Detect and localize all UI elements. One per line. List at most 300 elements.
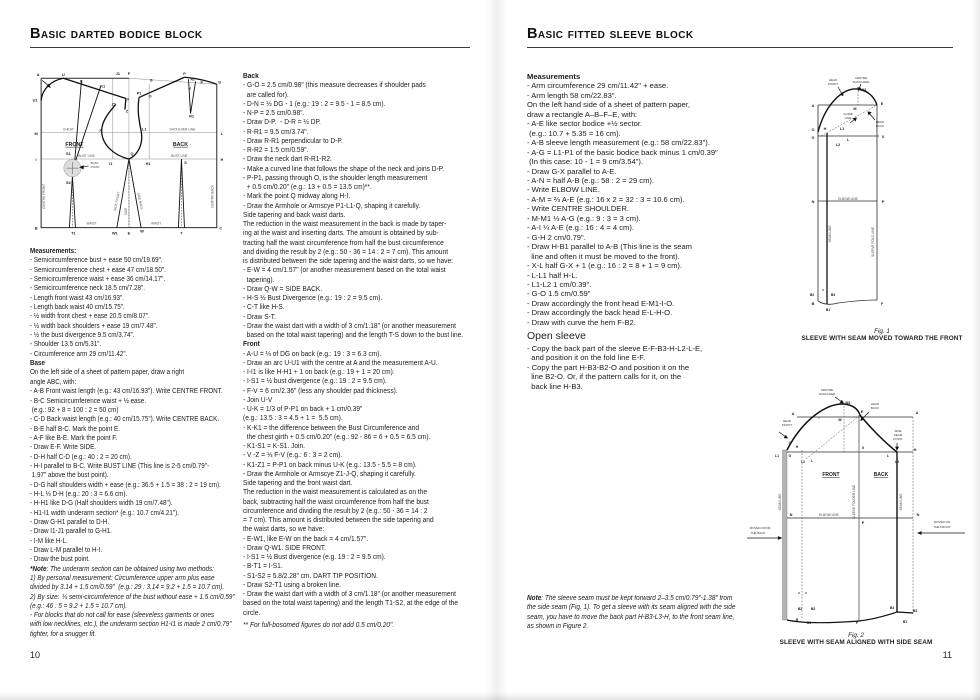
diagram-label: N (789, 513, 793, 517)
text-line: - P-P1, passing through O, is the shoulder length measurement (243, 174, 428, 182)
text-line: back, subtracting half the waist circumference from half the bust (243, 498, 429, 506)
text-line: - Draw Q-W1. SIDE FRONT. (243, 544, 326, 552)
text-line: 2) By size: ⅕ semi-circumference of the bust without ease + 1.5 cm/0.59" (30, 593, 235, 601)
text-line: - K1-Z1 = P-P1 on back minus U-K (e.g.: 13.5 - 5.5 = 8 cm). (243, 461, 417, 469)
diagram-label: K (80, 79, 83, 84)
diagram-label: HEAD (782, 419, 792, 423)
note-lead: *Note (30, 565, 47, 573)
diagram-label: MOVED FROM (749, 526, 771, 530)
text-line: the waist darts, so we have: (243, 526, 325, 534)
diagram-label: K1 (100, 84, 106, 89)
diagram-label: A (811, 104, 815, 108)
diagram-label: E (127, 231, 131, 236)
diagram-label: G (149, 78, 153, 83)
page-edge-right (972, 0, 980, 700)
diagram-label: 2 (798, 591, 800, 595)
diagram-label: A (36, 73, 40, 78)
bodice-labels (33, 72, 224, 236)
diagram-label: H1 (145, 162, 151, 167)
text-line: - A-U = ⅓ of DG on back (e.g.: 19 : 3 = 6.3 cm). (243, 350, 382, 358)
text-line: tapering). (243, 276, 275, 284)
diagram-label: SIDE (894, 429, 902, 433)
text-line: - H-L ⅓ D-H (e.g.: 20 : 3 = 6.6 cm). (30, 490, 128, 498)
fig2-caption-text: SLEEVE WITH SEAM ALIGNED WITH SIDE SEAM (779, 639, 933, 646)
text-line: = 7 cm). This amount is distributed between the side tapering and (243, 517, 434, 524)
diagram-label: O (148, 94, 152, 99)
fig1-arrows (838, 84, 875, 123)
text-line: - R-R1 = 9.5 cm/3.74". (243, 128, 309, 136)
measurements-list (30, 256, 237, 359)
sleeve-note-first-line: : The sleeve seam must be kept forward 2–3.5 cm/0.79"-1.38" from (541, 595, 733, 602)
text-line: - Write ELBOW LINE. (527, 185, 600, 195)
text-line: - A-M = ⅔ A-E (e.g.: 16 x 2 = 32 : 3 = 10.6 cm). (527, 194, 685, 204)
text-line: The reduction in the waist measurement in the back is made by taper- (243, 221, 447, 228)
diagram-label: POINT (893, 437, 903, 441)
text-line: seam, you have to move the back part H-B3-L3-H, to the front seam line, (527, 613, 735, 621)
diagram-label: FRONT (827, 82, 839, 86)
text-line: tracting half the waist circumference from half the bust circumference (243, 239, 444, 247)
text-line: - C-T like H-S. (243, 304, 285, 312)
diagram-label: BACK (873, 472, 889, 478)
text-line: - K-K1 = the difference between the Bust Circumference and (243, 424, 420, 432)
text-line: - Draw D-P. - D-R = ½ DP. (243, 119, 321, 127)
text-line: - Semicircumference neck 18.5 cm/7.28". (30, 285, 145, 293)
text-line: - Draw S-T. (243, 313, 276, 321)
text-line: - Draw the bust point. (30, 556, 90, 564)
bodice-block-diagram (28, 70, 240, 246)
text-line: - G-H 2 cm/0.79". (527, 232, 586, 242)
text-line: angle ABC, with: (30, 378, 77, 386)
fig1-caption (798, 328, 966, 342)
text-line: - Mark the point Q midway along H-I. (243, 193, 351, 201)
text-line: - H-I parallel to B-C. Write BUST LINE (This line is 2-5 cm/0.79"- (30, 462, 210, 470)
page-title-left: Basic darted bodice block (30, 26, 203, 42)
diagram-label: M (34, 131, 38, 136)
text-line: - Draw G-X parallel to A-E. (527, 166, 617, 176)
diagram-label: F (880, 302, 884, 306)
note-lines (30, 574, 237, 639)
diagram-label: W (140, 229, 144, 234)
diagram-label: FRONT (781, 423, 793, 427)
page-title-right: Basic fitted sleeve block (527, 26, 694, 42)
front-heading: Front (243, 341, 260, 349)
diagram-label: E (860, 410, 864, 414)
fig1-labels (810, 76, 885, 312)
text-line: line B2-O. Or, if the pattern calls for it, on the (527, 372, 682, 382)
diagram-label: ELBOW LINE (838, 197, 858, 201)
fig1-sleeve-diagram (798, 74, 966, 326)
text-line: - Draw L-M parallel to H-I. (30, 547, 103, 554)
text-line: - N-P = 2.5 cm/0.98". (243, 110, 305, 117)
diagram-label: H (913, 448, 917, 452)
diagram-label: B1 (825, 308, 831, 312)
diagram-label: SHOULDER LINE (169, 127, 196, 132)
text-line: are called for). (243, 91, 289, 99)
text-line: - Length back waist 40 cm/15.75". (30, 304, 125, 312)
text-line: - B-E half B-C. Mark the point E. (30, 425, 120, 433)
diagram-label: L1 (775, 454, 779, 458)
text-line: - E-W = 4 cm/1.57" (or another measurement based on the total waist (243, 267, 446, 275)
diagram-label: B1 (902, 620, 908, 624)
page-number-right: 11 (942, 650, 952, 660)
diagram-label: I1 (109, 162, 113, 167)
text-line: - A-G = L1-P1 of the basic bodice back minus 1 cm/0.39" (527, 147, 718, 157)
text-line: - Draw with curve the hem F-B2. (527, 317, 636, 327)
diagram-label: THE BACK (750, 531, 766, 535)
text-line: - Write CENTRE SHOULDER. (527, 204, 629, 214)
text-line: - L-L1 half H-L. (527, 270, 578, 280)
diagram-label: J (98, 128, 101, 133)
text-line: - Draw E-F. Write SIDE. (30, 444, 97, 452)
text-line: - A-I ¼ A-E (e.g.: 16 : 4 = 4 cm). (527, 223, 634, 233)
text-line: tighter, for a snugger fit. (30, 630, 97, 638)
diagram-label: BACK (875, 124, 885, 128)
text-line: - Semicircumference bust + ease 50 cm/19.69". (30, 257, 163, 265)
text-line: - F-V = 6 cm/2.36" (less any shoulder pad thickness). (243, 387, 398, 395)
text-line: - A-E like sector bodice +½ sector. (527, 119, 643, 129)
text-line: draw a rectangle A–B–F–E, with: (527, 109, 638, 119)
text-line: - E-W1, like E-W on the back = 4 cm/1.57". (243, 535, 369, 543)
text-line: - G-O 1.5 cm/0.59" (527, 289, 591, 299)
sleeve-note-lead: Note (527, 595, 542, 602)
diagram-label: SEAM LINE (828, 225, 832, 243)
text-line: - A-F like B-E. Mark the point F. (30, 434, 118, 442)
diagram-label: T1 (71, 231, 76, 236)
text-line: - Semicircumference waist + ease 36 cm/14.17". (30, 276, 166, 284)
text-line: is distributed between the side tapering and the waist darts, so we have: (243, 258, 453, 265)
diagram-label: Q (130, 151, 134, 156)
text-line: - Draw I1-J1 parallel to G-H1. (30, 528, 112, 536)
text-line: - D-N = ½ DG - 1 (e.g.: 19 : 2 = 9.5 - 1 = 8.5 cm). (243, 100, 386, 108)
diagram-label: FRONT (822, 472, 840, 478)
diagram-label: Z (125, 109, 129, 114)
diagram-label: S2 (66, 181, 71, 186)
diagram-label: B2 (809, 293, 815, 297)
text-line: - I-M like H-L. (30, 537, 68, 545)
diagram-label: P (183, 72, 186, 77)
text-line: 1.97" above the bust point). (30, 472, 109, 480)
text-line: - B-T1 = I-S1. (243, 563, 283, 571)
diagram-label: CHEST (62, 127, 74, 132)
diagram-label: X (861, 446, 865, 450)
open-sleeve-heading: Open sleeve (527, 330, 586, 343)
fig2-number: Fig. 2 (848, 632, 864, 639)
text-line: back line H-B3. (527, 381, 583, 391)
diagram-label: D (218, 80, 222, 85)
text-line: - Draw Q-W = SIDE BACK. (243, 285, 323, 293)
diagram-label: SHOULDER (818, 392, 836, 396)
text-line: (In this case: 10 - 1 = 9 cm/3.54"). (527, 157, 644, 167)
diagram-label: SIDE BACK (136, 192, 144, 211)
text-line: - Shoulder 13.5 cm/5.31". (30, 341, 102, 349)
diagram-label: HEAD (875, 120, 885, 124)
text-line: + 0.5 cm/0.20" (e.g.: 13 + 0.5 = 13.5 cm)**. (243, 184, 372, 191)
fig2-caption (745, 632, 967, 646)
diagram-label: H (220, 158, 224, 163)
text-line: - C-D Back waist length (e.g.: 40 cm/15.75"). Write CENTRE BACK. (30, 416, 220, 424)
text-line: - Circumference arm 29 cm/11.42". (30, 350, 128, 358)
text-line: - Draw accordingly the back head E-L-H-O. (527, 308, 673, 318)
diagram-label: BACK (172, 141, 189, 148)
text-line: ing at the waist and inserting darts. The amount is obtained by sub- (243, 230, 439, 238)
text-line: - Draw the waist dart with a width of 3 cm/1.18" (or another measurement (243, 322, 456, 330)
diagram-label: P (881, 200, 885, 204)
diagram-label: SLEEVE FOLD LINE (871, 227, 875, 257)
diagram-label: LINE (844, 116, 852, 120)
fig1-number: Fig. 1 (874, 328, 890, 335)
diagram-label: G (811, 136, 815, 140)
diagram-label: A (791, 412, 795, 416)
diagram-label: B3 (810, 607, 816, 611)
fig2-labels (750, 388, 951, 625)
text-line: - M-M1 ⅓ A-G (e.g.: 9 : 3 = 3 cm). (527, 213, 641, 223)
text-line: - I-S1 = ½ bust divergence (e.g.: 19 : 2 = 9.5 cm). (243, 378, 387, 386)
text-line: - Draw accordingly the front head E-M1-I-O. (527, 298, 675, 308)
text-line: divided by 3.14 + 1.5 cm/0.59" (e.g.: 29 : 3.14 = 9.2 + 1.5 = 10.7 cm). (30, 584, 225, 592)
diagram-label: C (219, 226, 223, 231)
diagram-label: N (811, 200, 815, 204)
text-line: - Draw S2-T1 using a broken line. (243, 581, 342, 589)
diagram-label: R1 (189, 114, 194, 119)
diagram-label: L2 (801, 460, 805, 464)
text-line: based on the total waist tapering) and the length T-S down to the bust line. (243, 332, 464, 339)
diagram-label: SEAM LINE (899, 493, 903, 511)
diagram-label: L (886, 454, 890, 458)
diagram-label: T (180, 231, 183, 236)
text-line: and position it on the fold line E-F. (527, 353, 646, 363)
text-line: (e.g.: 46 : 5 = 9.2 + 1.5 = 10.7 cm). (30, 602, 128, 610)
text-line: - Length front waist 43 cm/16.93". (30, 294, 124, 302)
text-line: - For blocks that do not call for ease (sleeveless garments or ones (30, 612, 215, 620)
base-heading: Base (30, 360, 46, 368)
text-line: line and often it must be moved to the front). (527, 251, 680, 261)
text-line: - R-R2 = 1.5 cm/0.59". (243, 147, 309, 154)
sleeve-col (527, 72, 772, 391)
diagram-label: N (916, 513, 920, 517)
diagram-label: L2 (895, 460, 899, 464)
text-line: - Semicircumference chest + ease 47 cm/18.50". (30, 266, 166, 274)
diagram-label: P1 (136, 91, 142, 96)
text-line: circle. (243, 609, 261, 617)
diagram-label: CENTRE (820, 388, 834, 392)
text-line: - V -Z = ⅓ F-V (e.g.: 6 : 3 = 2 cm). (243, 452, 343, 460)
text-line: - B-C Semicircumference waist + ½ ease. (30, 397, 147, 405)
back-heading: Back (243, 73, 259, 80)
diagram-label: E (880, 102, 884, 106)
back-steps (243, 81, 473, 340)
text-line: 1) By personal measurement: Circumference upper arm plus ease (30, 574, 215, 582)
diagram-label: CENTRE FRONT (42, 183, 47, 209)
text-line: On the left hand side of a sheet of pattern paper, (527, 100, 690, 110)
text-line: - H1-I1 width underarm section* (e.g.: 10.7 cm/4.21"). (30, 509, 179, 517)
diagram-label: L (846, 138, 850, 142)
diagram-label: L (810, 459, 814, 463)
text-line: - Draw R-R1 perpendicular to D-P. (243, 137, 343, 145)
text-line: as shown in Figure 2. (527, 622, 589, 630)
text-line: - Draw the Armhole or Armscye P1-L1-Q, shaping it carefully. (243, 202, 421, 210)
diagram-label: B (34, 226, 38, 231)
diagram-label: FRONT (65, 141, 84, 148)
base-steps (30, 368, 237, 564)
diagram-label: SHOULDER (852, 80, 870, 84)
diagram-label: MOVED ON (933, 520, 951, 524)
diagram-label: SIDE (123, 207, 128, 216)
text-line: (e.g.: 10.7 + 5.35 = 16 cm). (527, 128, 621, 138)
title-rule-right (527, 47, 953, 48)
diagram-label: B (811, 302, 815, 306)
text-line: - S1-S2 = 5.8/2.28" cm. DART TIP POSITION. (243, 572, 378, 580)
diagram-label: S (184, 161, 187, 166)
diagram-label: SIDE FRONT (112, 191, 121, 212)
note-first-line: : The underarm section can be obtained using two methods: (46, 565, 214, 573)
fig1-caption-text: SLEEVE WITH SEAM MOVED TOWARD THE FRONT (801, 335, 963, 342)
text-line: - Copy the part H-B3-B2-O and position it on the (527, 362, 690, 372)
text-line: - Draw H-B1 parallel to A-B (This line is the seam (527, 242, 693, 252)
diagram-label: I (35, 158, 37, 163)
diagram-label: M (853, 107, 857, 111)
text-line: - ½ width front chest + ease 20.5 cm/8.07". (30, 313, 150, 321)
title-rule-left (30, 47, 470, 48)
sleeve-note (527, 594, 757, 631)
front-steps (243, 350, 473, 618)
text-line: (e.g.: 92 + 8 = 100 : 2 = 50 cm) (30, 406, 119, 414)
diagram-label: O (811, 128, 815, 132)
diagram-label: L (220, 131, 224, 136)
measurements-heading: Measurements: (30, 248, 77, 255)
text-line: - X-L half G-X + 1 (e.g.: 16 : 2 = 8 + 1 = 9 cm). (527, 261, 683, 271)
diagram-label: B2 (797, 607, 803, 611)
diagram-label: POINT (90, 165, 100, 170)
text-line: - Arm length 58 cm/22.83". (527, 90, 617, 100)
diagram-label: G (788, 454, 792, 458)
text-line: - I-I1 is like H-H1 + 1 on back (e.g.: 19 + 1 = 20 cm). (243, 369, 395, 376)
text-line: - Draw the Armhole or Armscye Z1-J-Q, shaping it carefully. (243, 470, 416, 478)
text-line: - L1-L2 1 cm/0.39". (527, 279, 592, 289)
text-line: Side tapering and back waist darts. (243, 211, 346, 219)
diagram-label: F (127, 72, 131, 77)
text-line: - H-S ½ Bust Divergence (e.g.: 19 : 2 = 9.5 cm). (243, 295, 383, 302)
diagram-label: BUST LINE (171, 153, 188, 158)
text-line: - Make a curved line that follows the shape of the neck and joins D-P. (243, 165, 445, 173)
text-line: - K1-S1 = K-S1. Join. (243, 443, 305, 450)
text-line: - D-G half shoulders width + ease (e.g.: 36.5 + 1.5 = 38 : 2 = 19 cm). (30, 481, 221, 489)
fig2-sleeve-head (787, 404, 897, 452)
diagram-label: Z1 (111, 102, 117, 107)
diagram-label: X (881, 135, 885, 139)
text-line: - I-S1 = ½ Bust divergence (e.g. 19 : 2 = 9.5 cm). (243, 554, 386, 561)
diagram-label: H (795, 445, 799, 449)
diagram-label: 2 (822, 288, 824, 292)
page-number-left: 10 (30, 650, 41, 660)
text-line: - U-K = 1/3 of P-P1 on back + 1 cm/0.39" (243, 406, 363, 413)
diagram-label: R (200, 80, 203, 85)
diagram-label: BACK (870, 406, 880, 410)
page-gutter (486, 0, 508, 700)
diagram-label: P (861, 521, 865, 525)
diagram-label: I (818, 416, 820, 420)
text-line: - G-O = 2.5 cm/0.98" (this measure decreases if shoulder pads (243, 82, 426, 90)
diagram-label: O (788, 441, 792, 445)
diagram-label: CENTRE BACK (210, 184, 215, 208)
diagram-label: L2 (835, 143, 841, 147)
diagram-label: 2 (805, 591, 807, 595)
page-edge-bottom (0, 692, 980, 700)
bodice-footnote: ** For full-bosomed figures do not add 0.5 cm/0.20". (243, 621, 395, 629)
diagram-label: M1 (861, 88, 867, 92)
diagram-label: N (188, 86, 191, 91)
diagram-label: L1 (141, 127, 147, 132)
text-line: circumference and dividing the result by 2 (e.g.: 50 - 36 = 14 : 2 (243, 507, 428, 515)
fig1-sleeve-head (818, 89, 877, 132)
open-sleeve-steps (527, 344, 772, 391)
text-line: - Draw the neck dart R-R1-R2. (243, 156, 332, 164)
text-line: - H-H1 like D-G (Half shoulders width 19 cm/7.48"). (30, 500, 173, 508)
diagram-label: CENTRE (854, 76, 868, 80)
diagram-label: M1 (845, 401, 851, 405)
text-line: - D-H half C-D (e.g.: 40 : 2 = 20 cm). (30, 453, 132, 461)
diagram-label: B3 (830, 293, 836, 297)
diagram-label: SLEEVE FOLDER LINE (852, 484, 856, 520)
text-line: - A-B Front waist length (e.g.: 43 cm/16.93"). Write CENTRE FRONT. (30, 388, 223, 396)
diagram-label: SEAM LINE (778, 493, 782, 511)
diagram-label: W1 (111, 231, 118, 236)
text-line: - A-N = half A-B (e.g.: 58 : 2 = 29 cm). (527, 175, 655, 185)
diagram-label: H (823, 127, 827, 131)
bodice-col2 (243, 72, 473, 630)
fig2-moved-seam-band (783, 450, 788, 620)
diagram-label: HEAD (828, 78, 838, 82)
bodice-col1 (30, 247, 237, 639)
text-line: with low necklines, etc.), the underarm section H1-I1 is made 2 cm/0.79" (30, 621, 232, 629)
diagram-label: ELBOW LINE (819, 513, 839, 517)
diagram-label: GUIDE (843, 112, 853, 116)
diagram-label: J1 (115, 72, 120, 77)
diagram-label: B3 (912, 609, 918, 613)
diagram-label: HEAD (870, 402, 880, 406)
text-line: and dividing the result by 2 (e.g.: 50 - 36 = 14 : 2 = 7 cm). This amount (243, 248, 449, 256)
diagram-label: B (795, 618, 799, 622)
diagram-label: V (126, 97, 130, 102)
text-line: - Join U-V (243, 396, 273, 404)
text-line: On the left side of a sheet of pattern paper, draw a right (30, 369, 185, 377)
diagram-label: A (915, 411, 919, 415)
diagram-label: B4 (889, 606, 895, 610)
text-line: - Draw G-H1 parallel to D-H. (30, 518, 110, 526)
text-line: the side seam (Fig. 1). To get a sleeve with its seam aligned with the side (527, 604, 736, 612)
diagram-label: L1 (839, 127, 845, 131)
diagram-label: U1 (32, 98, 38, 103)
text-line: - ½ width back shoulders + ease 19 cm/7.48". (30, 322, 158, 330)
text-line: - Draw the waist dart with a width of 3 cm/1.18" (or another measurement (243, 591, 456, 598)
diagram-label: B1 (806, 621, 812, 625)
diagram-label: THE FRONT (933, 525, 951, 529)
diagram-label: F (855, 621, 859, 625)
sleeve-note-lines (527, 603, 757, 631)
underarm-note (30, 565, 237, 639)
diagram-label: U (61, 73, 65, 78)
diagram-label: WAIST (86, 221, 97, 226)
diagram-label: BUST (90, 161, 99, 166)
text-line: - A-B sleeve length measurement (e.g.: 58 cm/22.83"). (527, 138, 710, 148)
diagram-label: SEAM (893, 433, 903, 437)
text-line: Side tapering and the front waist dart. (243, 480, 353, 487)
text-line: (e.g.: 13.5 : 3 = 4.5 + 1 = 5.5 cm). (243, 415, 343, 423)
text-line: The reduction in the waist measurement is calculated as on the (243, 489, 427, 497)
sleeve-measurements (527, 81, 772, 327)
text-line: - Arm circumference 29 cm/11.42" + ease. (527, 81, 669, 91)
text-line: the chest girth + 0.5 cm/0.20" (e.g.: 92 - 86 = 6 + 0.5 = 6.5 cm). (243, 433, 431, 441)
diagram-label: WAIST (151, 221, 162, 226)
